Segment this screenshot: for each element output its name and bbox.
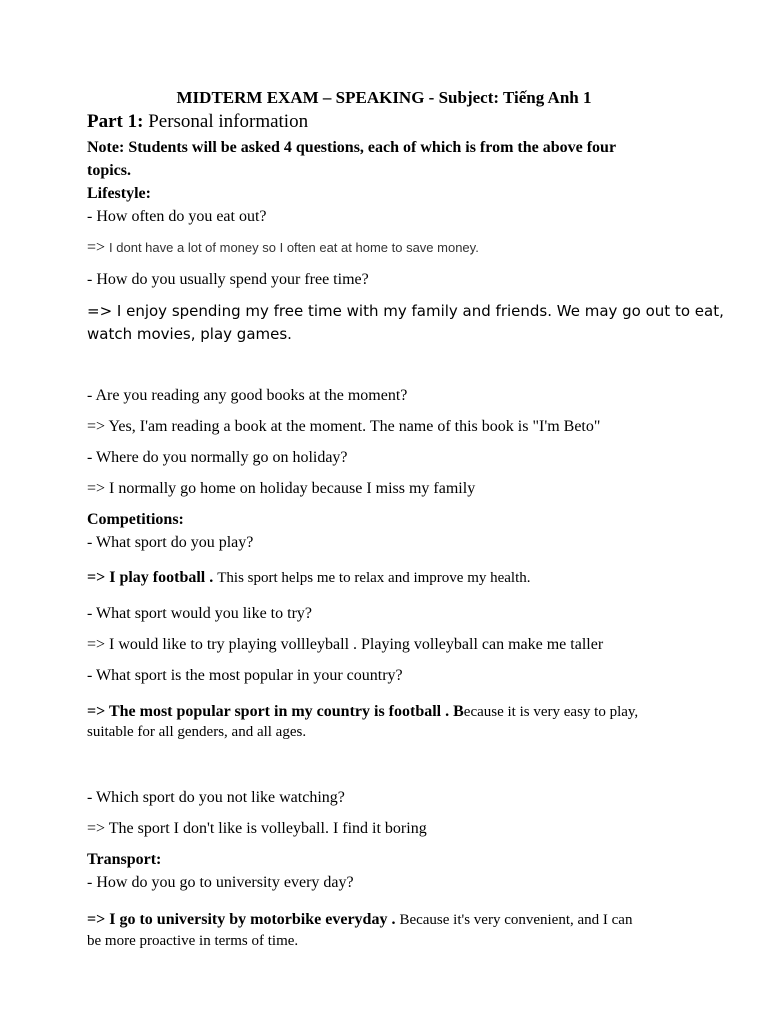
note-line-2: topics.	[87, 162, 131, 179]
lifestyle-answer-3: => Yes, I'am reading a book at the moment. The name of this book is "I'm Beto"	[87, 418, 601, 435]
competitions-heading: Competitions:	[87, 511, 184, 528]
transport-heading: Transport:	[87, 851, 162, 868]
exam-title: MIDTERM EXAM – SPEAKING - Subject: Tiếng Anh 1	[176, 88, 592, 107]
answer-bold: => I go to university by motorbike everyday .	[87, 911, 400, 928]
competitions-answer-3-line-1	[87, 702, 638, 722]
competitions-answer-1	[87, 568, 531, 588]
lifestyle-heading: Lifestyle:	[87, 185, 151, 202]
competitions-question-3: - What sport is the most popular in your country?	[87, 667, 403, 684]
answer-arrow: =>	[87, 239, 110, 256]
transport-answer-1-line-2: be more proactive in terms of time.	[87, 933, 299, 949]
lifestyle-answer-4: => I normally go home on holiday because I miss my family	[87, 480, 476, 497]
answer-text: This sport helps me to relax and improve my health.	[217, 570, 531, 586]
competitions-question-1: - What sport do you play?	[87, 534, 254, 551]
lifestyle-answer-2-line-1: => I enjoy spending my free time with my family and friends. We may go out to eat,	[87, 302, 724, 320]
answer-text: ecause it is very easy to play,	[463, 704, 639, 720]
answer-text: I dont have a lot of money so I often eat at home to save money.	[109, 240, 479, 255]
lifestyle-answer-1	[87, 238, 479, 258]
competitions-question-2: - What sport would you like to try?	[87, 605, 312, 622]
lifestyle-question-1: - How often do you eat out?	[87, 208, 267, 225]
lifestyle-question-4: - Where do you normally go on holiday?	[87, 449, 348, 466]
part-text: Personal information	[143, 111, 309, 132]
answer-text: Because it's very convenient, and I can	[399, 912, 633, 928]
lifestyle-answer-2-line-2: watch movies, play games.	[87, 325, 292, 343]
part-label: Part 1:	[87, 111, 144, 132]
answer-bold: => The most popular sport in my country is football . B	[87, 703, 464, 720]
competitions-question-4: - Which sport do you not like watching?	[87, 789, 345, 806]
note-line-1: Note: Students will be asked 4 questions, each of which is from the above four	[87, 139, 617, 156]
competitions-answer-4: => The sport I don't like is volleyball. I find it boring	[87, 820, 427, 837]
part-heading	[87, 112, 308, 132]
competitions-answer-3-line-2: suitable for all genders, and all ages.	[87, 724, 307, 740]
competitions-answer-2: => I would like to try playing vollleyball . Playing volleyball can make me taller	[87, 636, 604, 653]
transport-question-1: - How do you go to university every day?	[87, 874, 354, 891]
answer-bold: => I play football .	[87, 569, 218, 586]
lifestyle-question-2: - How do you usually spend your free time?	[87, 271, 369, 288]
lifestyle-question-3: - Are you reading any good books at the moment?	[87, 387, 408, 404]
transport-answer-1-line-1	[87, 910, 632, 930]
